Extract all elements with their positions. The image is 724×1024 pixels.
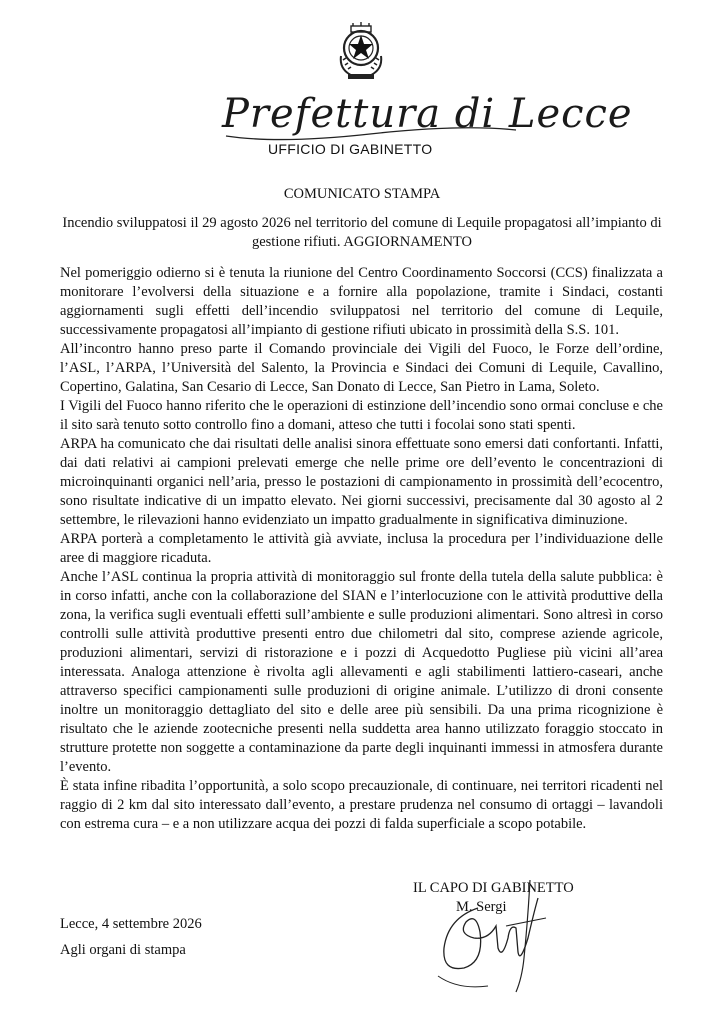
italian-republic-emblem-icon (331, 20, 391, 84)
place-and-date: Lecce, 4 settembre 2026 (60, 916, 202, 932)
body-paragraph: I Vigili del Fuoco hanno riferito che le operazioni di estinzione dell’incendio sono ormai concluse e che il sito sarà tenuto sotto controllo fino a domani, atteso che tutti i focolai sono stati spenti. (60, 398, 663, 433)
press-release-body (60, 264, 663, 834)
handwritten-signature (418, 868, 568, 998)
press-release-subject: Incendio sviluppatosi il 29 agosto 2026 nel territorio del comune di Lequile propagatosi all’impianto di gestione rifiuti. AGGIORNAMENTO (62, 215, 662, 250)
institution-script-title: Prefettura di Lecce (222, 91, 633, 137)
office-name: UFFICIO DI GABINETTO (268, 141, 433, 157)
body-paragraph: ARPA porterà a completamento le attività già avviate, inclusa la procedura per l’individuazione delle aree di maggiore ricaduta. (60, 531, 663, 566)
body-paragraph: All’incontro hanno preso parte il Comando provinciale dei Vigili del Fuoco, le Forze dell’ordine, l’ASL, l’ARPA, l’Università del Salento, la Provincia e Sindaci dei Comuni di Lequile, Cavallino, Copertino, Galatina, San Cesario di Lecce, San Donato di Lecce, San Pietro in Lama, Soleto. (60, 341, 663, 395)
body-paragraph: ARPA ha comunicato che dai risultati delle analisi sinora effettuate sono emersi dati confortanti. Infatti, dai dati relativi ai campioni prelevati emerge che nelle prime ore dell’evento le concentrazioni di microinquinanti organici nell’aria, presso le postazioni di campionamento in prossimità dell’ecocentro, sono risultate indicative di un impatto elevato. Nei giorni successivi, precisamente dal 30 agosto al 2 settembre, le rilevazioni hanno evidenziato un impatto gradualmente in significativa diminuzione. (60, 436, 663, 528)
signer-title: IL CAPO DI GABINETTO (413, 880, 574, 896)
recipients-line: Agli organi di stampa (60, 942, 186, 958)
signer-name: M. Sergi (456, 899, 507, 915)
body-paragraph: Anche l’ASL continua la propria attività di monitoraggio sul fronte della tutela della salute pubblica: è in corso infatti, anche con la collaborazione del SIAN e l’interlocuzione con le attività produttive della zona, la verifica sugli eventuali effetti sull’ambiente e sulle produzioni alimentari. Sono altresì in corso controlli sulle attività produttive presenti entro due chilometri dal sito, comprese aziende agricole, produzioni alimentari, servizi di ristorazione e i pozzi di Acquedotto Pugliese più vicini all’area interessata. Analoga attenzione è rivolta agli allevamenti e agli stabilimenti lattiero-caseari, anche attraverso specifici campionamenti sulle produzioni di origine animale. L’utilizzo di droni consente inoltre un monitoraggio dettagliato del sito e delle aree più sensibili. Da una prima ricognizione è risultato che le aziende zootecniche presenti nella suddetta area hanno utilizzato foraggio stoccato in strutture protette non soggette a contaminazione da parte degli inquinanti immessi in atmosfera durante l’evento. (60, 569, 663, 775)
body-paragraph: È stata infine ribadita l’opportunità, a solo scopo precauzionale, di continuare, nei territori ricadenti nel raggio di 2 km dal sito interessato dall’evento, a prestare prudenza nel consumo di ortaggi – lavandoli con estrema cura – e a non utilizzare acqua dei pozzi di falda superficiale a scopo potabile. (60, 778, 663, 832)
document-type-heading: COMUNICATO STAMPA (283, 186, 441, 202)
body-paragraph: Nel pomeriggio odierno si è tenuta la riunione del Centro Coordinamento Soccorsi (CCS) finalizzata a monitorare l’evolversi della situazione e a fornire alla popolazione, tramite i Sindaci, costanti aggiornamenti sugli effetti dell’incendio sviluppatosi nel territorio del comune di Lequile, successivamente propagatosi all’impianto di gestione rifiuti ubicato in prossimità della S.S. 101. (60, 265, 663, 338)
